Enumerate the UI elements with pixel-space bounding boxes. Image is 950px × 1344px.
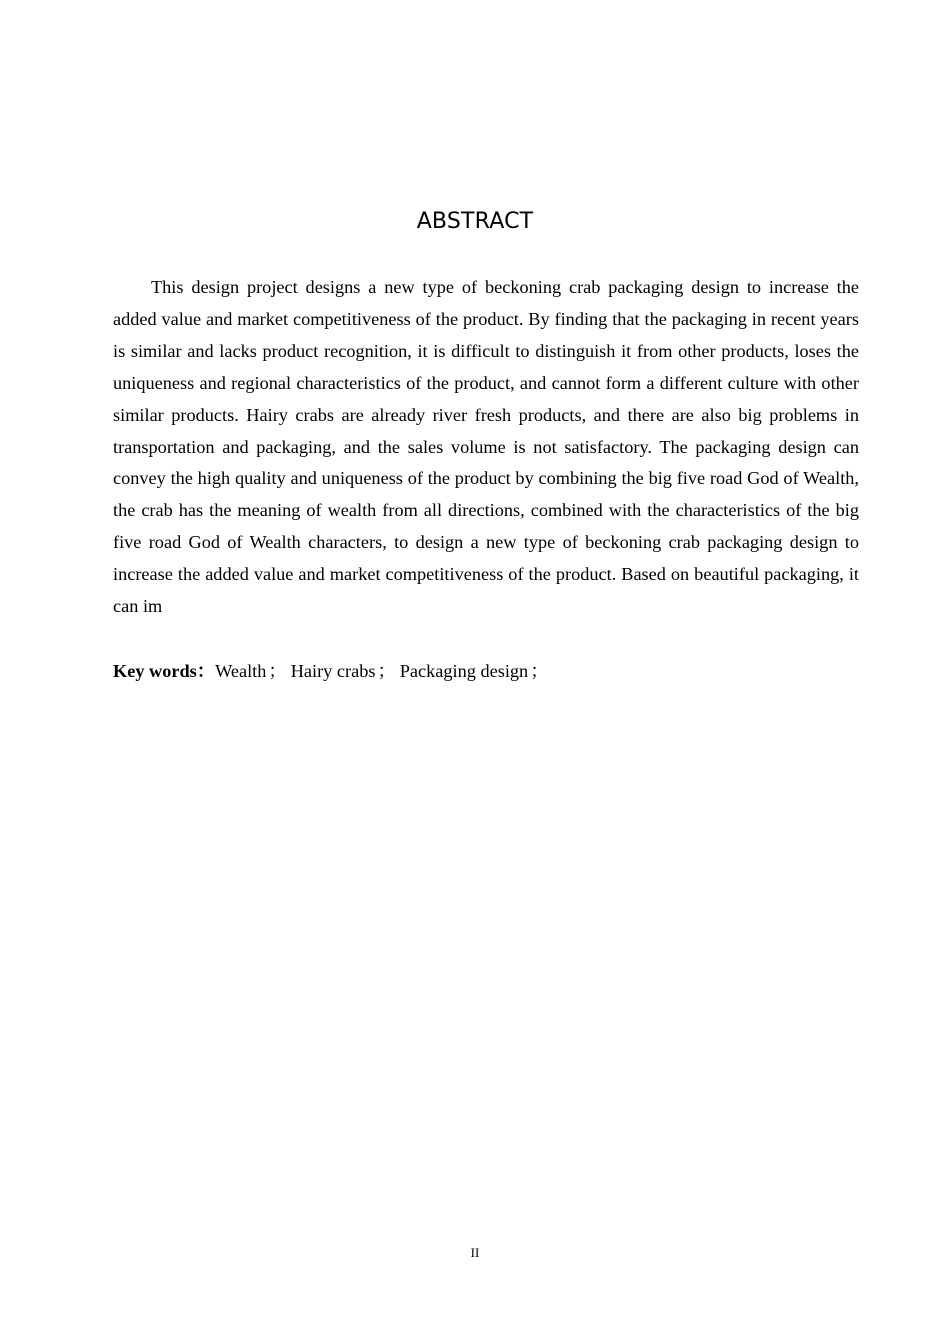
keyword-item: Packaging design xyxy=(399,661,529,681)
keyword-item: Wealth xyxy=(215,661,267,681)
keyword-separator: ； xyxy=(268,661,287,681)
keywords-line xyxy=(113,655,859,687)
keywords-label: Key words： xyxy=(113,661,216,681)
keyword-separator: ； xyxy=(377,661,396,681)
keyword-separator: ； xyxy=(530,661,549,681)
page-number: II xyxy=(470,1245,480,1260)
abstract-body: This design project designs a new type of beckoning crab packaging design to increase the added value and market competitiveness of the product. By finding that the packaging in recent years is similar and lacks product recognition, it is difficult to distinguish it from other products, loses the uniqueness and regional characteristics of the product, and cannot form a different culture with other similar products. Hairy crabs are already river fresh products, and there are also big problems in transportation and packaging, and the sales volume is not satisfactory. The packaging design can convey the high quality and uniqueness of the product by combining the big five road God of Wealth, the crab has the meaning of wealth from all directions, combined with the characteristics of the big five road God of Wealth characters, to design a new type of beckoning crab packaging design to increase the added value and market competitiveness of the product. Based on beautiful packaging, it can im xyxy=(113,277,859,617)
keyword-item: Hairy crabs xyxy=(290,661,376,681)
abstract-title: ABSTRACT xyxy=(416,209,534,234)
